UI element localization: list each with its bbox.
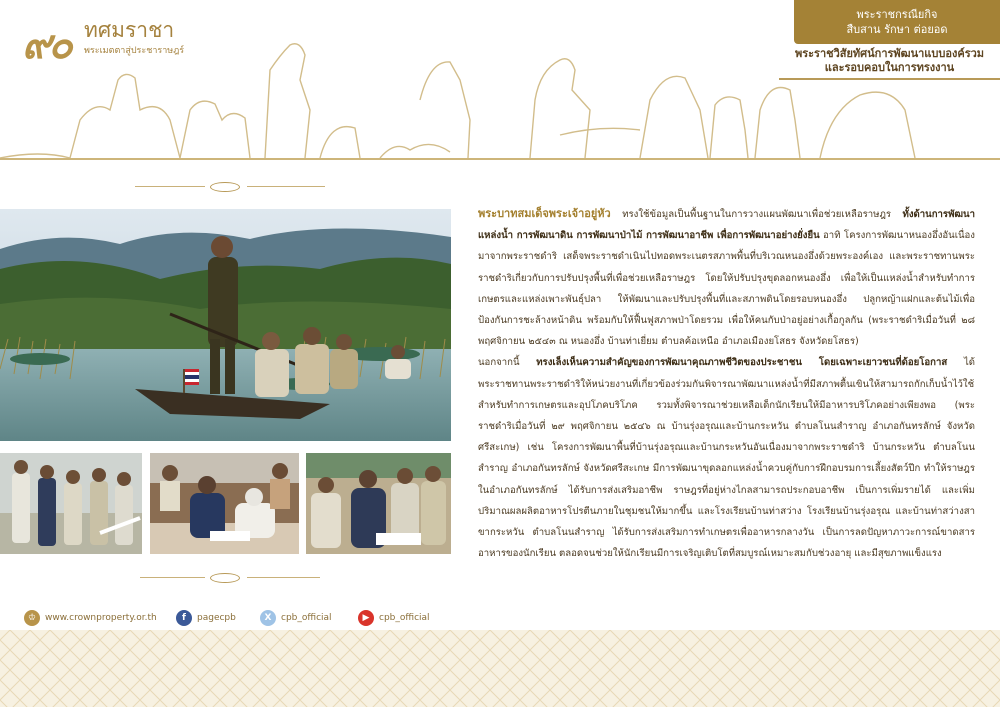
tag-subtitle xyxy=(779,47,1000,75)
p2-highlight: ทรงเล็งเห็นความสำคัญของการพัฒนาคุณภาพชีวิตของประชาชน โดยเฉพาะเยาวชนที่ด้อยโอกาส xyxy=(536,357,948,369)
p2-lead: นอกจากนี้ xyxy=(478,357,537,369)
article-paragraph-1 xyxy=(478,203,975,352)
thumb-photo-crowd xyxy=(306,453,451,554)
article-lead-title: พระบาทสมเด็จพระเจ้าอยู่หัว xyxy=(478,207,611,220)
tag-line-2: สืบสาน รักษา ต่อยอด xyxy=(846,23,948,36)
x-twitter-icon: X xyxy=(260,610,276,626)
youtube-icon: ▶ xyxy=(358,610,374,626)
social-youtube[interactable] xyxy=(358,609,430,627)
section-tag xyxy=(794,0,1000,44)
p1-body: อาทิ โครงการพัฒนาหนองอึ่งอันเนื่องมาจากพระราชดำริ เสด็จพระราชดำเนินไปทอดพระเนตรสภาพพื้นที่บริเวณหนองอึ่งด้วยพระองค์เอง และพระราชทานพระราชดำริเกี่ยวกับการปรับปรุงพื้นที่เพื่อช่วยเหลือราษฎร โดยให้ปรับปรุงขุดลอกหนองอึ่ง เพื่อให้เป็นแหล่งน้ำสำหรับทำการเกษตรและแหล่งเพาะพันธุ์ปลา ให้พัฒนาและปรับปรุงพื้นที่และสภาพดินโดยรอบหนองอึ่ง ปลูกหญ้าแฝกและต้นไม้เพื่อป้องกันการชะล้างหน้าดิน พร้อมกับให้ฟื้นฟูสภาพป่าโดยรวม เพื่อให้คนกับป่าอยู่อย่างเกื้อกูลกัน (พระราชดำริเมื่อวันที่ ๒๘ พฤศจิกายน ๒๕๔๓ ณ หนองอึ่ง บ้านท่าเยี่ยม ตำบลค้อเหนือ อำเภอเมืองยโสธร จังหวัดยโสธร) xyxy=(478,230,975,348)
thumb-photo-signing xyxy=(150,453,299,554)
article-paragraph-2 xyxy=(478,352,975,564)
social-x[interactable] xyxy=(260,609,332,627)
social-x-label: cpb_official xyxy=(281,613,332,623)
social-website[interactable] xyxy=(24,609,157,627)
tag-line-1: พระราชกรณียกิจ xyxy=(856,8,938,21)
thumb-photo-officials xyxy=(0,453,142,554)
p2-body: ได้พระราชทานพระราชดำริให้หน่วยงานที่เกี่ยวข้องร่วมกันพิจารณาพัฒนาแหล่งน้ำที่มีสภาพตื้นเขินให้สามารถกักเก็บน้ำไว้ใช้สำหรับทำการเกษตรและอุปโภคบริโภค รวมทั้งพิจารณาช่วยเหลือเด็กนักเรียนให้มีอาหารบริโภคอย่างเพียงพอ (พระราชดำริเมื่อวันที่ ๒๙ พฤศจิกายน ๒๕๔๖ ณ บ้านรุ่งอรุณและบ้านกระหวัน ตำบลโนนสำราญ อำเภอกันทรลักษ์ จังหวัดศรีสะเกษ) เช่น โครงการพัฒนาพื้นที่บ้านรุ่งอรุณและบ้านกระหวันอันเนื่องมาจากพระราชดำริ บ้านกระหวัน ตำบลโนนสำราญ อำเภอกันทรลักษ์ จังหวัดศรีสะเกษ มีการพัฒนาขุดลอกแหล่งน้ำควบคู่กับการฝึกอบรมการเลี้ยงสัตว์ปีก ทำให้ราษฎรในอำเภอกันทรลักษ์ ได้รับการส่งเสริมอาชีพ ราษฎรที่อยู่ห่างไกลสามารถประกอบอาชีพ เป็นการเพิ่มรายได้ และเพิ่มปริมาณผลผลิตอาหารโปรตีนภายในชุมชนให้มากขึ้น และโรงเรียนบ้านท่าสว่าง โรงเรียนบ้านรุ่งอรุณ และบ้านท่าสว่างสาขากระหวัน ตำบลโนนสำราญ ได้รับการส่งเสริมการทำเกษตรเพื่ออาหารกลางวัน เป็นการลดปัญหาภาวะการณ์ขาดสารอาหารของนักเรียน ตลอดจนช่วยให้นักเรียนมีการเจริญเติบโตที่สมบูรณ์เหมาะสมกับช่วงอายุ และมีสุขภาพแข็งแรง xyxy=(478,357,976,560)
crown-icon: ♔ xyxy=(24,610,40,626)
ornament-divider-bottom xyxy=(140,573,320,583)
social-youtube-label: cpb_official xyxy=(379,613,430,623)
tag-sub-line-2: และรอบคอบในการทรงงาน xyxy=(824,61,955,74)
social-facebook[interactable] xyxy=(176,609,236,627)
main-photo-boat xyxy=(0,209,451,441)
logo-subtitle: พระเมตตาสู่ประชาราษฎร์ xyxy=(84,46,185,56)
footer-silk-pattern xyxy=(0,630,1000,707)
brand-logo xyxy=(22,12,197,68)
tag-sub-line-1: พระราชวิสัยทัศน์การพัฒนาแบบองค์รวม xyxy=(794,47,985,60)
social-facebook-label: pagecpb xyxy=(197,613,236,623)
facebook-icon: f xyxy=(176,610,192,626)
p1-intro: ทรงใช้ข้อมูลเป็นพื้นฐานในการวางแผนพัฒนาเพื่อช่วยเหลือราษฎร xyxy=(610,209,903,220)
article-body xyxy=(478,203,975,564)
social-website-label: www.crownproperty.or.th xyxy=(45,613,157,623)
header-divider xyxy=(0,158,1000,160)
ornament-divider-top xyxy=(135,182,325,192)
p1-highlight: ทั้งด้านการพัฒนาแหล่งน้ำ การพัฒนาดิน การพัฒนาป่าไม้ การพัฒนาอาชีพ เพื่อการพัฒนาอย่างยั่งยืน xyxy=(478,209,975,242)
logo-number: ๙๐ xyxy=(22,21,70,68)
logo-title: ทศมราชา xyxy=(84,18,175,42)
